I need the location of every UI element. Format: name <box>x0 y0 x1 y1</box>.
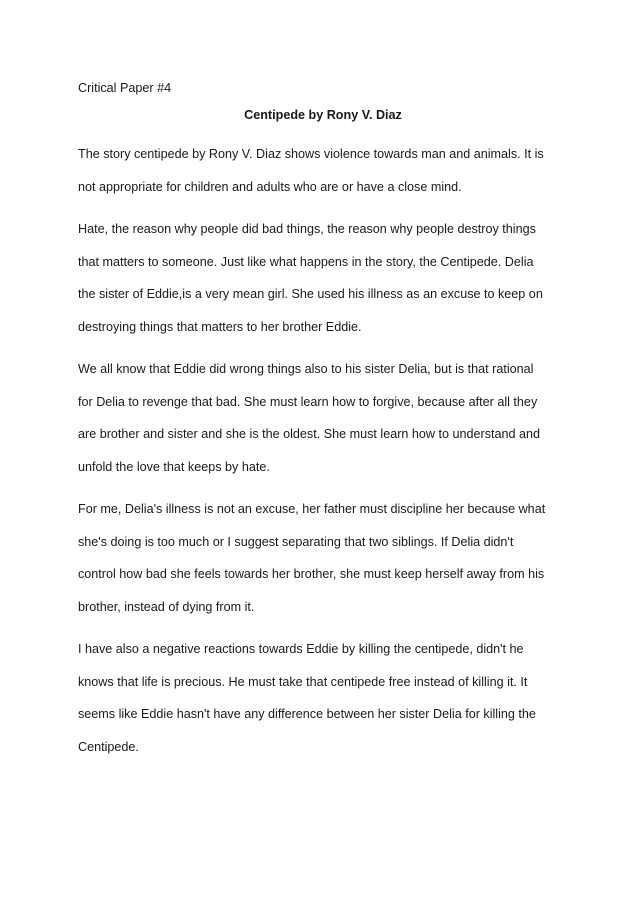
paragraph-line: are brother and sister and she is the oldest. She must learn how to understand and <box>78 427 541 441</box>
paragraph-line: For me, Delia's illness is not an excuse, her father must discipline her because what <box>78 502 546 516</box>
paragraph-line: that matters to someone. Just like what happens in the story, the Centipede. Delia <box>78 254 534 269</box>
paragraph-line: Centipede. <box>78 739 139 754</box>
paragraph-line: brother, instead of dying from it. <box>78 599 255 614</box>
paragraph-line: for Delia to revenge that bad. She must learn how to forgive, because after all they <box>78 394 538 409</box>
paragraph-line: she's doing is too much or I suggest separating that two siblings. If Delia didn't <box>78 534 514 549</box>
paragraph-line: seems like Eddie hasn't have any difference between her sister Delia for killing the <box>78 707 536 721</box>
paragraph-line: The story centipede by Rony V. Diaz shows violence towards man and animals. It is <box>78 147 544 161</box>
paragraph-line: destroying things that matters to her brother Eddie. <box>78 319 362 334</box>
paragraph-line: Hate, the reason why people did bad things, the reason why people destroy things <box>78 222 536 236</box>
paragraph-1 <box>78 138 568 203</box>
paragraph-2 <box>78 213 568 343</box>
paragraph-line: knows that life is precious. He must take that centipede free instead of killing it. It <box>78 674 528 689</box>
paragraph-line: control how bad she feels towards her brother, she must keep herself away from his <box>78 567 545 581</box>
paper-title: Centipede by Rony V. Diaz <box>244 108 402 122</box>
paragraph-5 <box>78 633 568 763</box>
paragraph-4 <box>78 493 568 623</box>
paragraph-3 <box>78 353 568 483</box>
paper-heading: Critical Paper #4 <box>78 81 172 95</box>
paragraph-line: I have also a negative reactions towards Eddie by killing the centipede, didn't he <box>78 642 524 656</box>
paragraph-line: unfold the love that keeps by hate. <box>78 459 270 474</box>
paragraph-line: the sister of Eddie,is a very mean girl. She used his illness as an excuse to keep on <box>78 287 543 301</box>
paragraph-line: We all know that Eddie did wrong things also to his sister Delia, but is that rational <box>78 362 534 376</box>
document-body <box>78 78 568 773</box>
paragraph-line: not appropriate for children and adults who are or have a close mind. <box>78 179 462 194</box>
